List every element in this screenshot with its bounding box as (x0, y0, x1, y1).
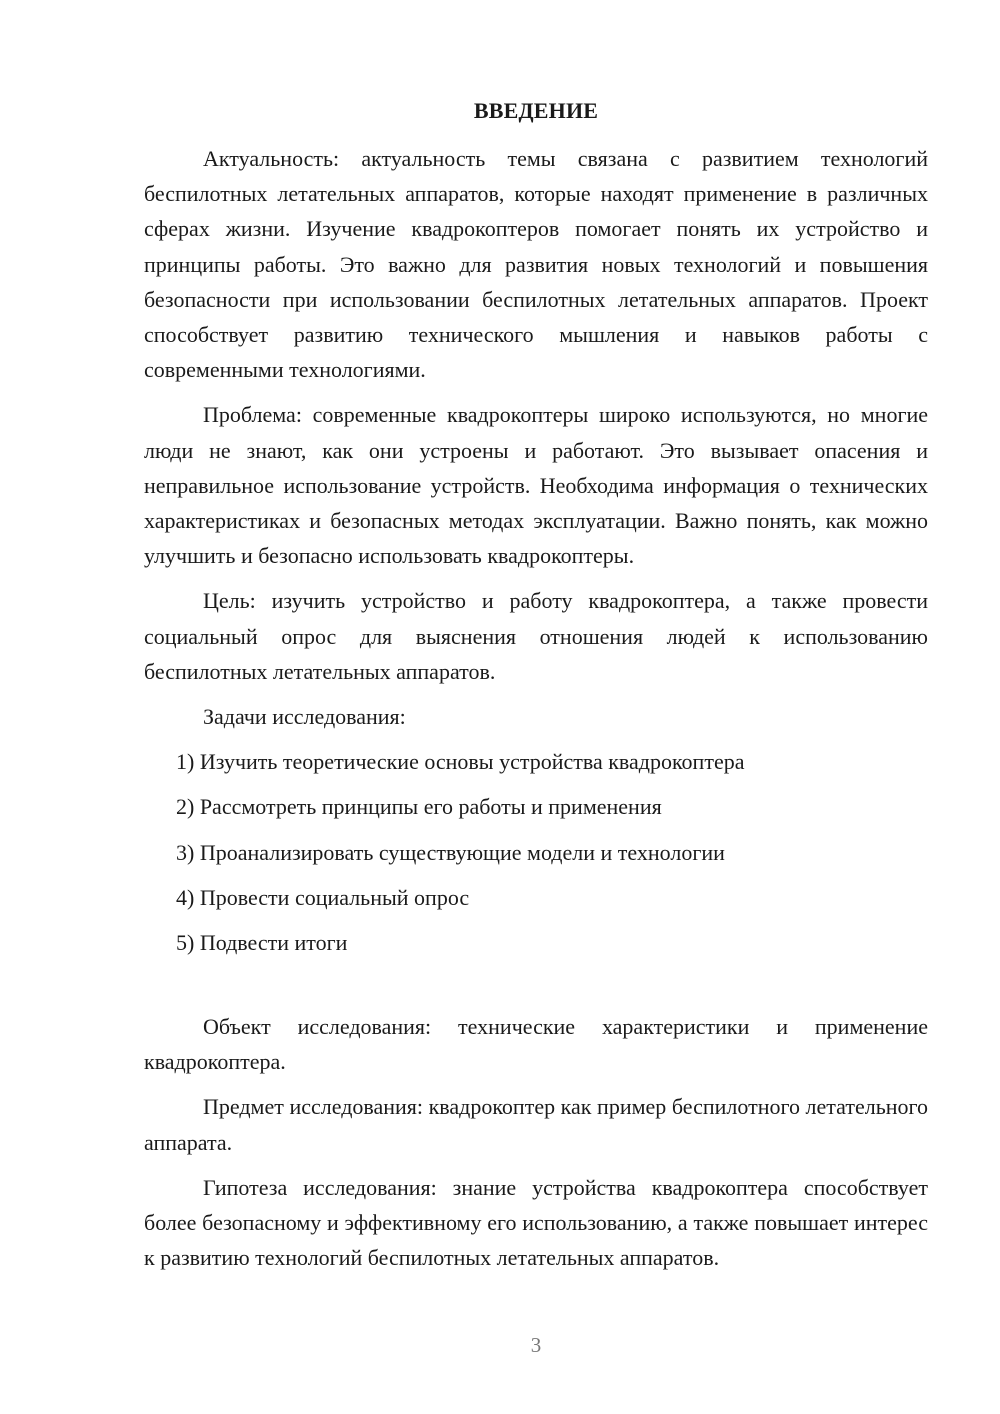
paragraph-relevance: Актуальность: актуальность темы связана с развитием технологий беспилотных летательных аппаратов, которые находят применение в различных сферах жизни. Изучение квадрокоптеров помогает понять их устройство и принципы работы. Это важно для развития новых технологий и повышения безопасности при использовании беспилотных летательных аппаратов. Проект способствует развитию технического мышления и навыков работы с современными технологиями. (144, 146, 928, 383)
paragraph-problem: Проблема: современные квадрокоптеры широко используются, но многие люди не знают, как они устроены и работают. Это вызывает опасения и неправильное использование устройств. Необходима информация о технических характеристиках и безопасных методах эксплуатации. Важно понять, как можно улучшить и безопасно использовать квадрокоптеры. (144, 402, 928, 569)
list-item: 1) Изучить теоретические основы устройства квадрокоптера (176, 749, 745, 775)
paragraph-goal: Цель: изучить устройство и работу квадрокоптера, а также провести социальный опрос для выяснения отношения людей к использованию беспилотных летательных аппаратов. (144, 588, 928, 684)
list-item: 3) Проанализировать существующие модели и технологии (176, 839, 725, 865)
paragraph-subject: Предмет исследования: квадрокоптер как пример беспилотного летательного аппарата. (144, 1094, 928, 1155)
list-item: 4) Провести социальный опрос (176, 884, 470, 910)
list-item: 2) Рассмотреть принципы его работы и применения (176, 794, 662, 820)
body-text-lower (144, 1009, 928, 1275)
list-item: 5) Подвести итоги (176, 930, 348, 956)
paragraph-hypothesis: Гипотеза исследования: знание устройства квадрокоптера способствует более безопасному и эффективному его использованию, а также повышает интерес к развитию технологий беспилотных летательных аппаратов. (144, 1174, 928, 1271)
tasks-heading: Задачи исследования: (203, 704, 406, 730)
page-number: 3 (530, 1333, 542, 1357)
tasks-list (144, 744, 928, 960)
body-text-upper (144, 141, 928, 970)
section-title: ВВЕДЕНИЕ (473, 98, 599, 123)
paragraph-object: Объект исследования: технические характеристики и применение квадрокоптера. (144, 1014, 928, 1075)
